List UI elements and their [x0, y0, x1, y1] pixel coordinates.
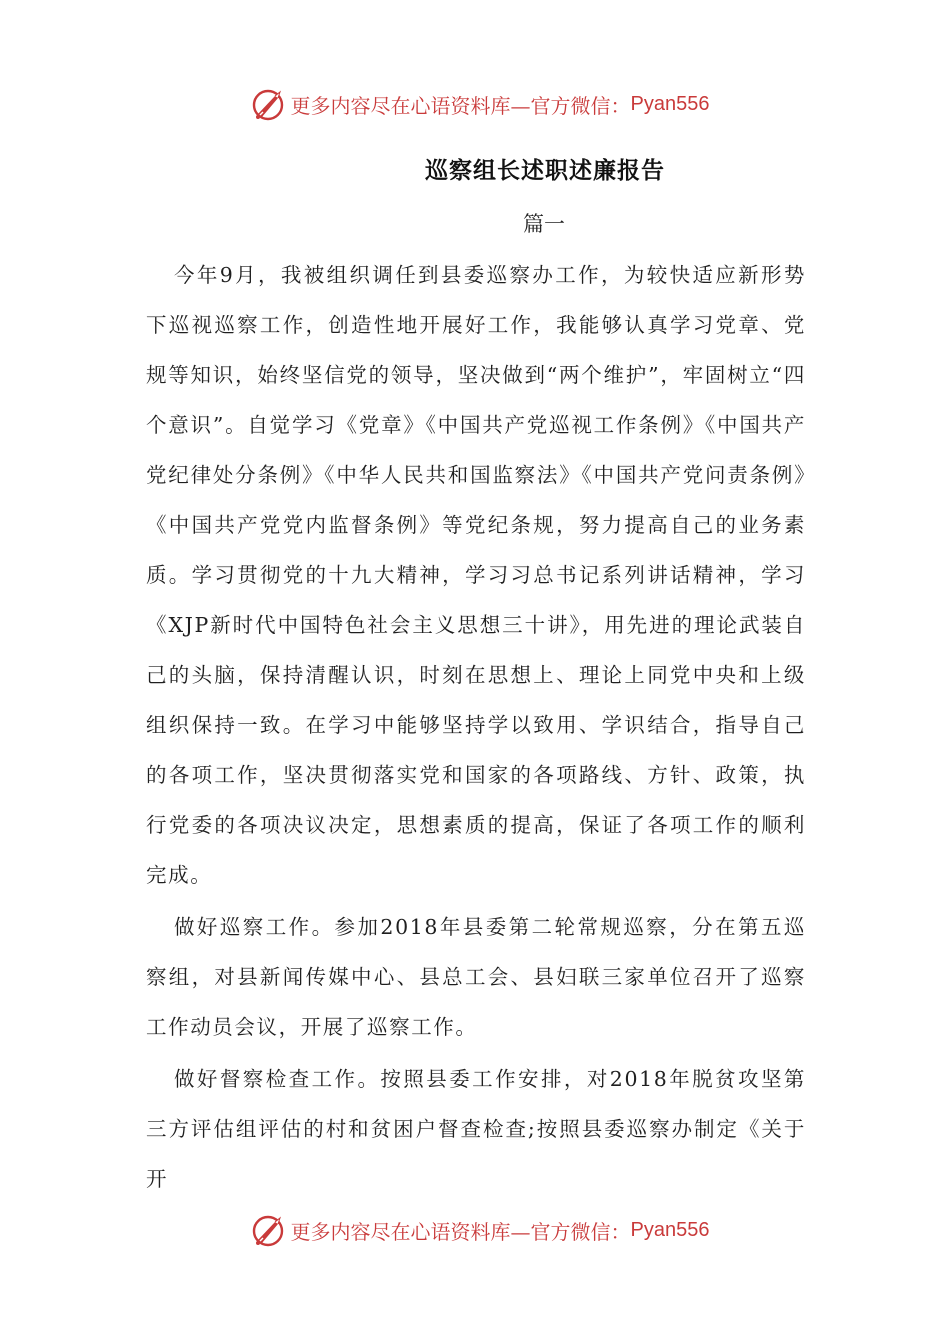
paragraph-1: 今年9月，我被组织调任到县委巡察办工作，为较快适应新形势下巡视巡察工作，创造性地开展好工作，我能够认真学习党章、党规等知识，始终坚信党的领导，坚决做到“两个维护”，牢固树立“四个意识”。自觉学习《党章》《中国共产党巡视工作条例》《中国共产党纪律处分条例》《中华人民共和国监察法》《中国共产党问责条例》《中国共产党党内监督条例》等党纪条规，努力提高自己的业务素质。学习贯彻党的十九大精神，学习习总书记系列讲话精神，学习《XJP新时代中国特色社会主义思想三十讲》，用先进的理论武装自己的头脑，保持清醒认识，时刻在思想上、理论上同党中央和上级组织保持一致。在学习中能够坚持学以致用、学识结合，指导自己的各项工作，坚决贯彻落实党和国家的各项路线、方针、政策，执行党委的各项决议决定，思想素质的提高，保证了各项工作的顺利完成。 [146, 263, 806, 887]
header-banner-inner [249, 84, 710, 124]
footer-banner [0, 1206, 950, 1254]
footer-banner-text: 更多内容尽在心语资料库—官方微信： [290, 1219, 631, 1244]
pen-nib-icon [249, 1210, 289, 1250]
document-body [146, 250, 806, 1204]
document-title: 巡察组长述职述廉报告 [425, 157, 665, 184]
header-banner [0, 80, 950, 128]
footer-wechat-id: Pyan556 [630, 1218, 710, 1241]
paragraph-3: 做好督察检查工作。按照县委工作安排，对2018年脱贫攻坚第三方评估组评估的村和贫困户督查检查;按照县委巡察办制定《关于开 [146, 1067, 806, 1191]
footer-banner-inner [249, 1210, 710, 1250]
header-banner-text: 更多内容尽在心语资料库—官方微信： [290, 93, 631, 118]
header-wechat-id: Pyan556 [630, 92, 710, 115]
paragraph-2: 做好巡察工作。参加2018年县委第二轮常规巡察，分在第五巡察组，对县新闻传媒中心、县总工会、县妇联三家单位召开了巡察工作动员会议，开展了巡察工作。 [146, 915, 806, 1039]
pen-nib-icon [249, 84, 289, 124]
document-subtitle: 篇一 [523, 212, 565, 236]
